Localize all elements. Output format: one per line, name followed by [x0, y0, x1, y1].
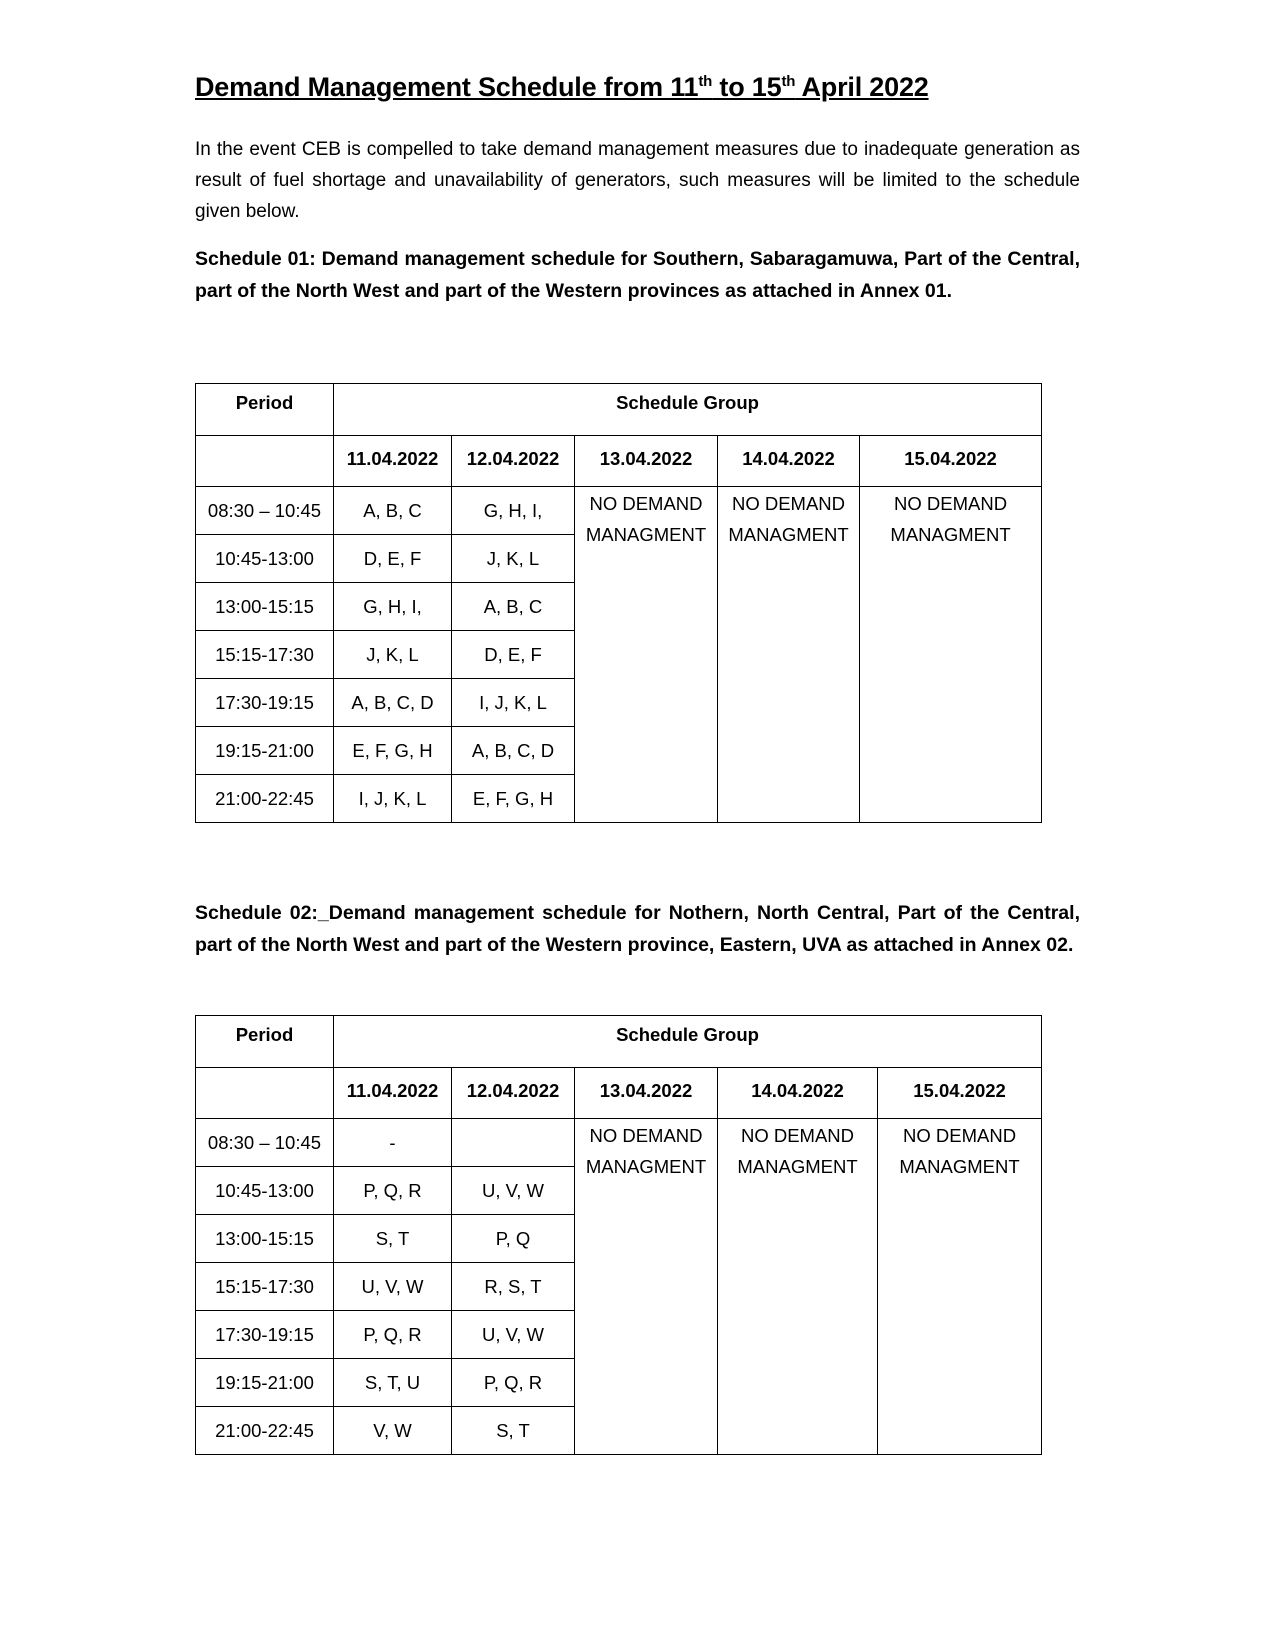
no-demand-line-1: NO DEMAND: [740, 1125, 855, 1146]
group-cell: [452, 1119, 575, 1167]
no-demand-line-1: NO DEMAND: [589, 1125, 703, 1146]
no-demand-line-2: MANAGMENT: [737, 1156, 858, 1177]
group-cell: U, V, W: [452, 1167, 575, 1215]
period-header: Period: [196, 384, 334, 436]
group-cell: S, T, U: [334, 1359, 452, 1407]
group-cell: U, V, W: [334, 1263, 452, 1311]
no-demand-line-1: NO DEMAND: [731, 493, 846, 514]
schedule-1-table: [195, 383, 1042, 823]
date-header: 12.04.2022: [452, 436, 575, 487]
period-cell: 13:00-15:15: [196, 583, 334, 631]
table-header-row: [196, 384, 1042, 436]
empty-header-cell: [196, 1068, 334, 1119]
no-demand-cell: [718, 1119, 878, 1455]
group-cell: V, W: [334, 1407, 452, 1455]
date-header-row: [196, 1068, 1042, 1119]
group-cell: G, H, I,: [334, 583, 452, 631]
group-cell: U, V, W: [452, 1311, 575, 1359]
no-demand-cell: [718, 487, 860, 823]
group-cell: E, F, G, H: [452, 775, 575, 823]
group-cell: I, J, K, L: [334, 775, 452, 823]
group-cell: S, T: [452, 1407, 575, 1455]
period-cell: 08:30 – 10:45: [196, 1119, 334, 1167]
group-cell: A, B, C: [452, 583, 575, 631]
period-cell: 21:00-22:45: [196, 1407, 334, 1455]
date-header: 14.04.2022: [718, 1068, 878, 1119]
no-demand-line-2: MANAGMENT: [585, 1156, 707, 1177]
period-cell: 10:45-13:00: [196, 535, 334, 583]
no-demand-cell: [575, 1119, 718, 1455]
schedule-group-header: Schedule Group: [334, 384, 1042, 436]
period-cell: 19:15-21:00: [196, 1359, 334, 1407]
table-header-row: [196, 1016, 1042, 1068]
group-cell: S, T: [334, 1215, 452, 1263]
no-demand-line-2: MANAGMENT: [728, 524, 849, 545]
group-cell: I, J, K, L: [452, 679, 575, 727]
schedule-1-heading: Schedule 01: Demand management schedule for Southern, Sabaragamuwa, Part of the Central, part of the North West and part of the Western provinces as attached in Annex 01.: [195, 248, 1080, 302]
no-demand-line-1: NO DEMAND: [903, 1125, 1017, 1146]
date-header: 12.04.2022: [452, 1068, 575, 1119]
schedule-group-header: Schedule Group: [334, 1016, 1042, 1068]
period-cell: 21:00-22:45: [196, 775, 334, 823]
group-cell: A, B, C: [334, 487, 452, 535]
no-demand-cell: [575, 487, 718, 823]
date-header: 13.04.2022: [575, 1068, 718, 1119]
group-cell: E, F, G, H: [334, 727, 452, 775]
group-cell: G, H, I,: [452, 487, 575, 535]
group-cell: D, E, F: [452, 631, 575, 679]
period-cell: 13:00-15:15: [196, 1215, 334, 1263]
group-cell: A, B, C, D: [452, 727, 575, 775]
schedule-2-table: [195, 1015, 1042, 1455]
table-row: [196, 487, 1042, 535]
date-header: 15.04.2022: [878, 1068, 1042, 1119]
date-header: 15.04.2022: [860, 436, 1042, 487]
group-cell: J, K, L: [452, 535, 575, 583]
empty-header-cell: [196, 436, 334, 487]
no-demand-line-1: NO DEMAND: [894, 493, 1008, 514]
group-cell: J, K, L: [334, 631, 452, 679]
period-cell: 10:45-13:00: [196, 1167, 334, 1215]
no-demand-cell: [860, 487, 1042, 823]
date-header: 11.04.2022: [334, 1068, 452, 1119]
period-header: Period: [196, 1016, 334, 1068]
group-cell: P, Q, R: [334, 1167, 452, 1215]
document-title: Demand Management Schedule from 11th to 15th April 2022: [195, 72, 929, 102]
group-cell: P, Q, R: [452, 1359, 575, 1407]
no-demand-line-2: MANAGMENT: [890, 524, 1011, 545]
date-header-row: [196, 436, 1042, 487]
group-cell: D, E, F: [334, 535, 452, 583]
period-cell: 15:15-17:30: [196, 1263, 334, 1311]
no-demand-line-2: MANAGMENT: [585, 524, 707, 545]
table-row: [196, 1119, 1042, 1167]
no-demand-line-1: NO DEMAND: [589, 493, 703, 514]
period-cell: 15:15-17:30: [196, 631, 334, 679]
period-cell: 17:30-19:15: [196, 1311, 334, 1359]
group-cell: R, S, T: [452, 1263, 575, 1311]
no-demand-cell: [878, 1119, 1042, 1455]
group-cell: -: [334, 1119, 452, 1167]
date-header: 13.04.2022: [575, 436, 718, 487]
group-cell: P, Q, R: [334, 1311, 452, 1359]
period-cell: 19:15-21:00: [196, 727, 334, 775]
period-cell: 08:30 – 10:45: [196, 487, 334, 535]
group-cell: A, B, C, D: [334, 679, 452, 727]
date-header: 11.04.2022: [334, 436, 452, 487]
no-demand-line-2: MANAGMENT: [899, 1156, 1020, 1177]
date-header: 14.04.2022: [718, 436, 860, 487]
schedule-2-heading: Schedule 02:_Demand management schedule for Nothern, North Central, Part of the Central, part of the North West and part of the Western province, Eastern, UVA as attached in Annex 02.: [195, 902, 1080, 956]
period-cell: 17:30-19:15: [196, 679, 334, 727]
intro-paragraph: In the event CEB is compelled to take demand management measures due to inadequate generation as result of fuel shortage and unavailability of generators, such measures will be limited to the schedule given below.: [195, 139, 1080, 222]
group-cell: P, Q: [452, 1215, 575, 1263]
